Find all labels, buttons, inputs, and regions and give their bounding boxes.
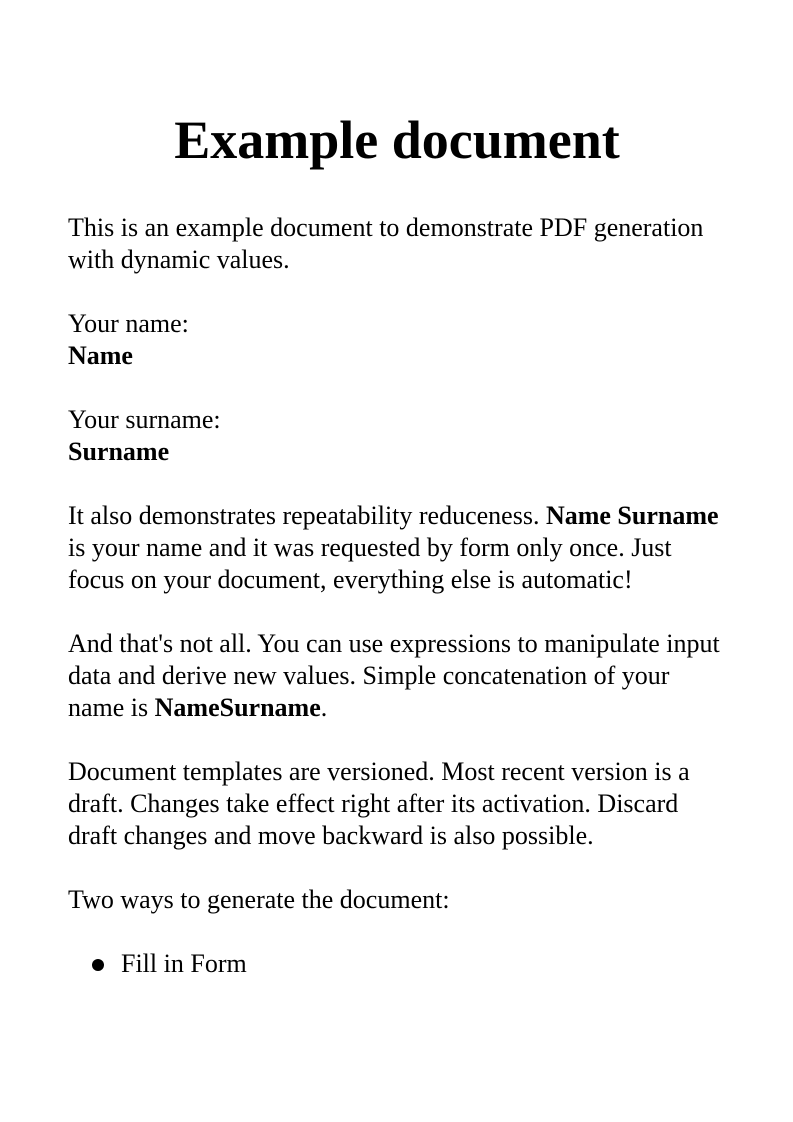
expressions-paragraph [68, 628, 728, 724]
ways-heading: Two ways to generate the document: [68, 885, 450, 914]
document-page [68, 0, 728, 980]
name-block [68, 308, 728, 372]
surname-value: Surname [68, 437, 170, 466]
intro-paragraph: This is an example document to demonstrate PDF generation with dynamic values. [68, 213, 704, 274]
surname-block [68, 404, 728, 468]
repeatability-text-after: is your name and it was requested by form only once. Just focus on your document, everything else is automatic! [68, 533, 672, 594]
name-label: Your name: [68, 309, 189, 338]
full-name-value: Name Surname [545, 501, 719, 530]
expressions-text-after: . [320, 693, 328, 722]
surname-label: Your surname: [68, 405, 221, 434]
expressions-text-before: And that's not all. You can use expressions to manipulate input data and derive new values. Simple concatenation of your name is [68, 629, 720, 722]
ways-list [68, 948, 728, 980]
versioning-paragraph: Document templates are versioned. Most recent version is a draft. Changes take effect right after its activation. Discard draft changes and move backward is also possible. [68, 757, 690, 850]
list-item: Fill in Form [68, 948, 728, 980]
document-title: Example document [174, 110, 620, 170]
name-value: Name [68, 341, 133, 370]
repeatability-text-before: It also demonstrates repeatability reduceness. [68, 501, 546, 530]
repeatability-paragraph [68, 500, 728, 596]
concatenated-name-value: NameSurname [154, 693, 321, 722]
